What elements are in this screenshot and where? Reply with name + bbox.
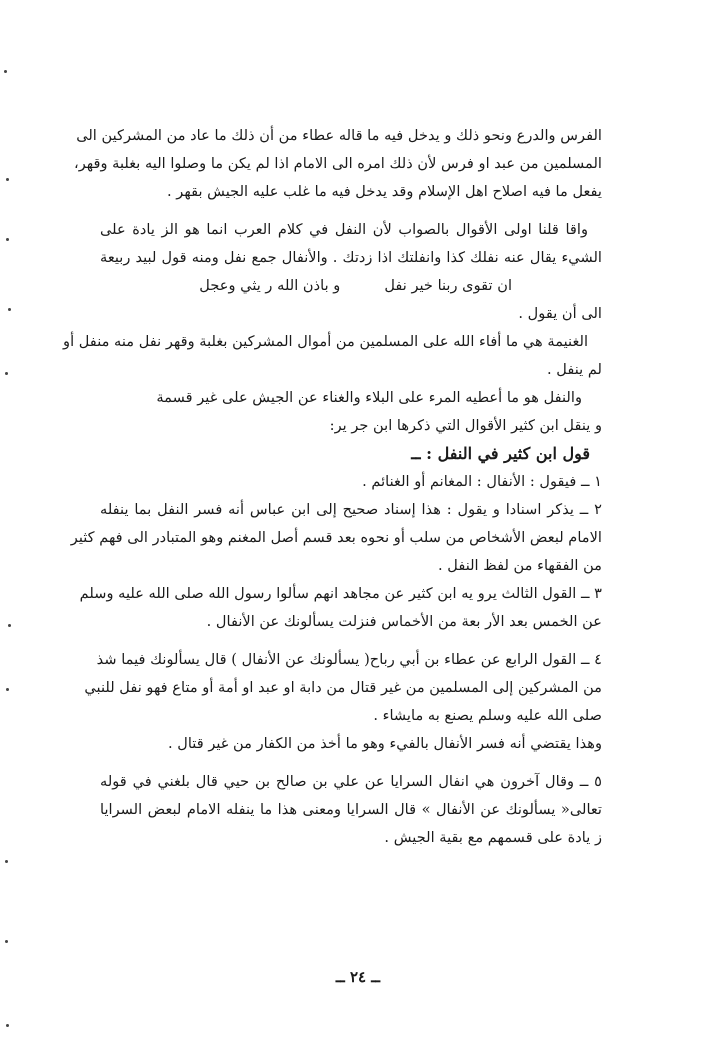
- text-line: و ينقل ابن كثير الأقوال التي ذكرها ابن جر ير:: [329, 417, 602, 434]
- poetry-verse: [100, 272, 602, 300]
- text-line: الامام لبعض الأشخاص من سلب أو نحوه بعد قسم أصل المغنم وهو المتبادر الى فهم كثير: [70, 529, 602, 546]
- verse-hemistich-second: و باذن الله ر يثي وعجل: [199, 277, 341, 294]
- scan-speck: [6, 238, 9, 241]
- text-line: من الفقهاء من لفظ النفل .: [437, 557, 602, 574]
- text-line: الى أن يقول .: [518, 305, 602, 322]
- list-item: [79, 580, 602, 636]
- text-line: الفرس والدرع ونحو ذلك و يدخل فيه ما قاله عطاء من أن ذلك ما عاد من المشركين الى: [76, 127, 602, 144]
- list-item: [70, 496, 602, 580]
- text-line: تعالى« يسألونك عن الأنفال » قال السرايا ومعنى هذا ما ينفله الامام لبعض السرايا: [100, 801, 602, 818]
- text-line: صلى الله عليه وسلم يصنع به مايشاء .: [373, 707, 602, 724]
- text-line: ٢ ــ يذكر اسنادا و يقول : هذا إسناد صحيح إلى ابن عباس أنه فسر النفل بما ينفله: [100, 501, 602, 518]
- text-line: وهذا يقتضي أنه فسر الأنفال بالفيء وهو ما أخذ من الكفار من غير قتال .: [167, 735, 602, 752]
- scan-speck: [6, 1024, 9, 1027]
- text-line: واقا قلنا اولى الأقوال بالصواب لأن النفل في كلام العرب انما هو الز يادة على: [100, 221, 588, 238]
- text-line: لم ينفل .: [547, 361, 602, 378]
- text-line: من المشركين إلى المسلمين من غير قتال من دابة او عبد او أمة أو متاع فهو نفل للنبي: [84, 679, 602, 696]
- list-item: [84, 646, 602, 758]
- scan-speck: [8, 308, 11, 311]
- paragraph-ghanima: [63, 328, 602, 384]
- text-line: الغنيمة هي ما أفاء الله على المسلمين من أموال المشركين بغلبة وقهر نفل منه منفل أو: [63, 333, 588, 350]
- paragraph-nafl: [100, 384, 602, 440]
- text-line: ٥ ــ وقال آخرون هي انفال السرايا عن علي بن صالح بن حيي قال بلغني في قوله: [100, 773, 602, 790]
- verse-hemistich-first: ان تقوى ربنا خير نفل: [384, 277, 512, 294]
- scan-speck: [5, 940, 8, 943]
- scan-speck: [8, 624, 11, 627]
- scan-speck: [5, 860, 8, 863]
- list-item: [100, 768, 602, 852]
- scan-speck: [4, 70, 7, 73]
- text-line: ٤ ــ القول الرابع عن عطاء بن أبي رباح( يسألونك عن الأنفال ) قال يسألونك فيما شذ: [96, 651, 602, 668]
- scan-speck: [6, 178, 9, 181]
- text-line: ز يادة على قسمهم مع بقية الجيش .: [384, 829, 602, 846]
- list-item: ١ ــ فيقول : الأنفال : المغانم أو الغنائم .: [362, 473, 602, 490]
- paragraph-1: [74, 122, 602, 206]
- page-number: ــ ٢٤ ــ: [335, 968, 381, 986]
- section-heading: قول ابن كثير في النفل : ــ: [411, 444, 590, 463]
- page-body: [63, 122, 602, 852]
- text-line: المسلمين من عبد او فرس لأن ذلك امره الى الامام اذا لم يكن ما وصلوا اليه بغلبة وقهر،: [74, 155, 602, 172]
- text-line: يفعل ما فيه اصلاح اهل الإسلام وقد يدخل فيه ما غلب عليه الجيش بقهر .: [167, 183, 602, 200]
- text-line: والنفل هو ما أعطيه المرء على البلاء والغناء عن الجيش على غير قسمة: [156, 389, 582, 406]
- scan-speck: [6, 688, 9, 691]
- paragraph-2: [100, 216, 602, 272]
- scan-speck: [5, 372, 8, 375]
- text-line: ٣ ــ القول الثالث يرو يه ابن كثير عن مجاهد انهم سألوا رسول الله صلى الله عليه وسلم: [79, 585, 602, 602]
- text-line: عن الخمس بعد الأر بعة من الأخماس فنزلت يسألونك عن الأنفال .: [206, 613, 602, 630]
- text-line: الشيء يقال عنه نفلك كذا وانفلتك اذا زدتك . والأنفال جمع نفل ومنه قول لبيد ربيعة: [100, 249, 602, 266]
